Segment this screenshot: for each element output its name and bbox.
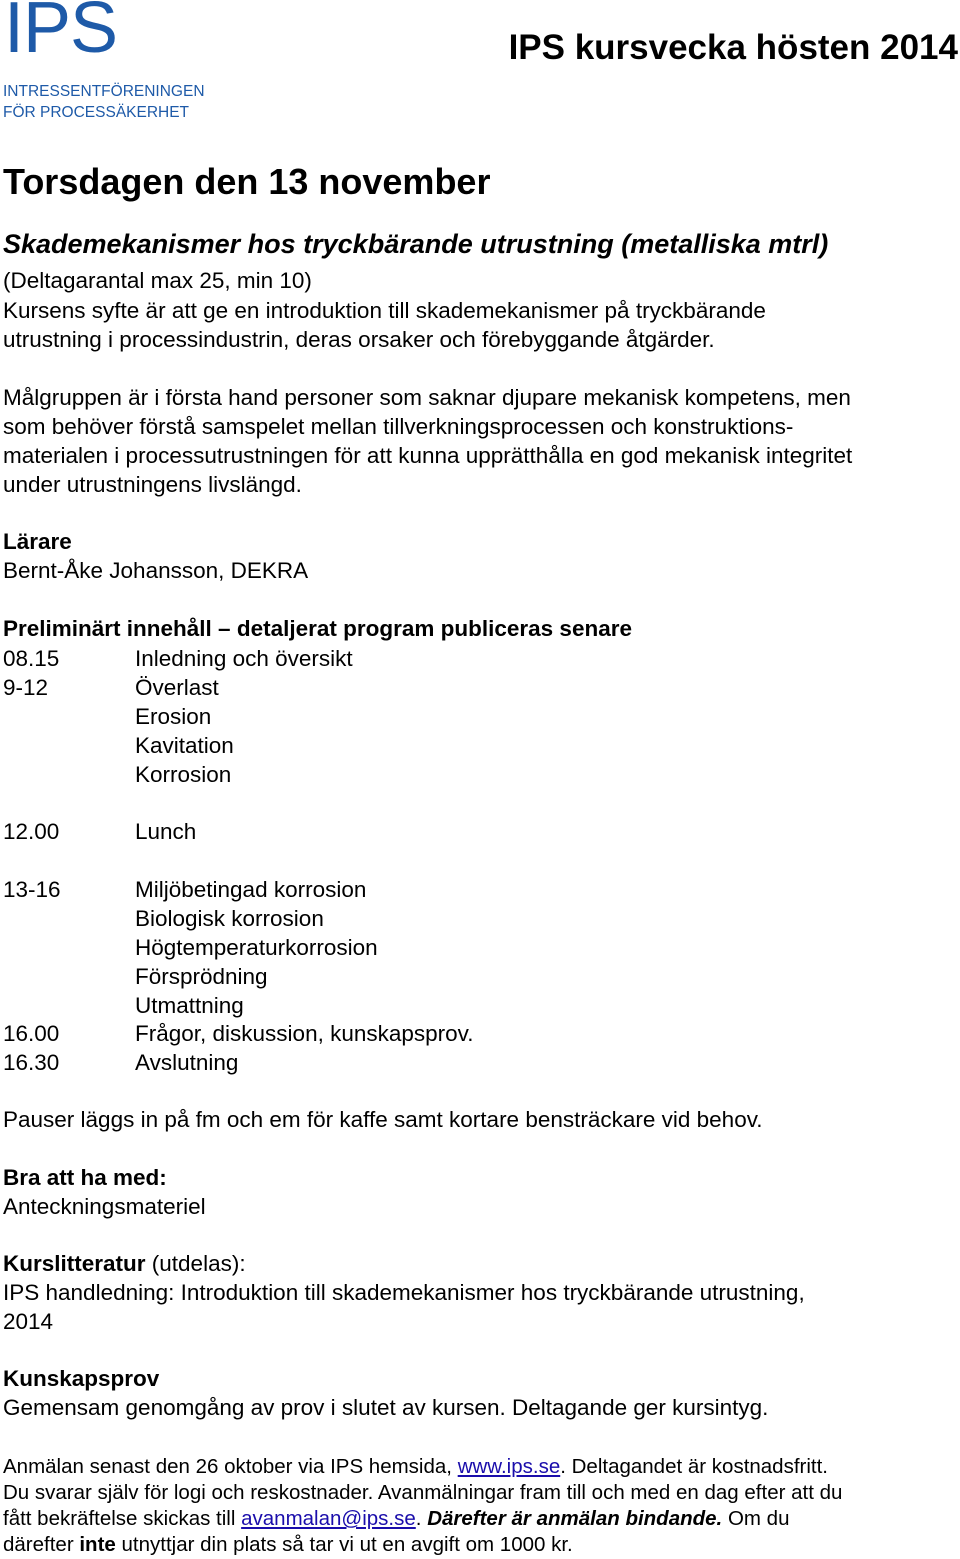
- schedule-time: 9-12: [3, 675, 49, 700]
- participants-note: (Deltagarantal max 25, min 10): [3, 268, 312, 293]
- schedule-item: Frågor, diskussion, kunskapsprov.: [135, 1021, 474, 1046]
- schedule-item: Överlast: [135, 675, 219, 700]
- literature-heading-suffix: (utdelas):: [145, 1251, 246, 1276]
- registration-emphasis: inte: [79, 1533, 116, 1556]
- schedule-time: 16.00: [3, 1021, 60, 1046]
- registration-text: fått bekräftelse skickas till: [3, 1507, 242, 1530]
- schedule-item: Erosion: [135, 704, 212, 729]
- literature-line-1: IPS handledning: Introduktion till skademekanismer hos tryckbärande utrustning,: [3, 1280, 805, 1305]
- registration-text: utnyttjar din plats så tar vi ut en avgift om 1000 kr.: [115, 1533, 573, 1556]
- target-line-1: Målgruppen är i första hand personer som saknar djupare mekanisk kompetens, men: [3, 385, 851, 410]
- course-title: Skademekanismer hos tryckbärande utrustning (metalliska mtrl): [3, 229, 829, 259]
- schedule-item: Lunch: [135, 819, 197, 844]
- schedule-item: Korrosion: [135, 762, 232, 787]
- registration-text: därefter: [3, 1533, 80, 1556]
- registration-text: .: [415, 1507, 428, 1530]
- schedule-item: Inledning och översikt: [135, 646, 353, 671]
- target-line-4: under utrustningens livslängd.: [3, 472, 302, 497]
- ips-website-link[interactable]: www.ips.se: [457, 1455, 561, 1478]
- schedule-item: Miljöbetingad korrosion: [135, 877, 367, 902]
- registration-line-3: [3, 1509, 789, 1530]
- org-name-line1: INTRESSENTFÖRENINGEN: [3, 83, 205, 100]
- purpose-line-1: Kursens syfte är att ge en introduktion till skademekanismer på tryckbärande: [3, 298, 766, 323]
- schedule-item: Utmattning: [135, 993, 244, 1018]
- binding-notice: Därefter är anmälan bindande.: [427, 1507, 723, 1530]
- literature-line-2: 2014: [3, 1309, 54, 1334]
- registration-line-1: [3, 1457, 828, 1478]
- ips-logo: IPS: [4, 0, 118, 68]
- registration-line-2: Du svarar själv för logi och reskostnader. Avanmälningar fram till och med en dag efter att du: [3, 1481, 843, 1504]
- breaks-note: Pauser läggs in på fm och em för kaffe samt kortare bensträckare vid behov.: [3, 1107, 763, 1132]
- registration-text: Om du: [722, 1507, 790, 1530]
- program-heading: Preliminärt innehåll – detaljerat program publiceras senare: [3, 616, 632, 641]
- schedule-item: Kavitation: [135, 733, 234, 758]
- exam-text: Gemensam genomgång av prov i slutet av kursen. Deltagande ger kursintyg.: [3, 1395, 769, 1420]
- teacher-heading: Lärare: [3, 529, 72, 554]
- registration-line-4: [3, 1535, 573, 1556]
- literature-heading-line: [3, 1250, 246, 1278]
- registration-text: Anmälan senast den 26 oktober via IPS hemsida,: [3, 1455, 458, 1478]
- schedule-item: Avslutning: [135, 1050, 239, 1075]
- bring-heading: Bra att ha med:: [3, 1165, 167, 1190]
- bring-text: Anteckningsmateriel: [3, 1194, 206, 1219]
- purpose-line-2: utrustning i processindustrin, deras orsaker och förebyggande åtgärder.: [3, 327, 715, 352]
- schedule-time: 12.00: [3, 819, 60, 844]
- teacher-name: Bernt-Åke Johansson, DEKRA: [3, 558, 309, 583]
- org-name-line2: FÖR PROCESSÄKERHET: [3, 104, 190, 121]
- schedule-item: Biologisk korrosion: [135, 906, 324, 931]
- day-heading: Torsdagen den 13 november: [3, 161, 491, 202]
- schedule-item: Högtemperaturkorrosion: [135, 935, 378, 960]
- exam-heading: Kunskapsprov: [3, 1366, 160, 1391]
- target-line-3: materialen i processutrustningen för att kunna upprätthålla en god mekanisk integritet: [3, 443, 853, 468]
- schedule-time: 13-16: [3, 877, 61, 902]
- target-line-2: som behöver förstå samspelet mellan tillverkningsprocessen och konstruktions-: [3, 414, 794, 439]
- schedule-item: Försprödning: [135, 964, 268, 989]
- literature-heading: Kurslitteratur: [3, 1251, 146, 1276]
- cancellation-email-link[interactable]: avanmalan@ips.se: [241, 1507, 416, 1530]
- schedule-time: 08.15: [3, 646, 60, 671]
- registration-text: . Deltagandet är kostnadsfritt.: [560, 1455, 828, 1478]
- schedule-time: 16.30: [3, 1050, 60, 1075]
- page-header-title: IPS kursvecka hösten 2014: [508, 28, 958, 67]
